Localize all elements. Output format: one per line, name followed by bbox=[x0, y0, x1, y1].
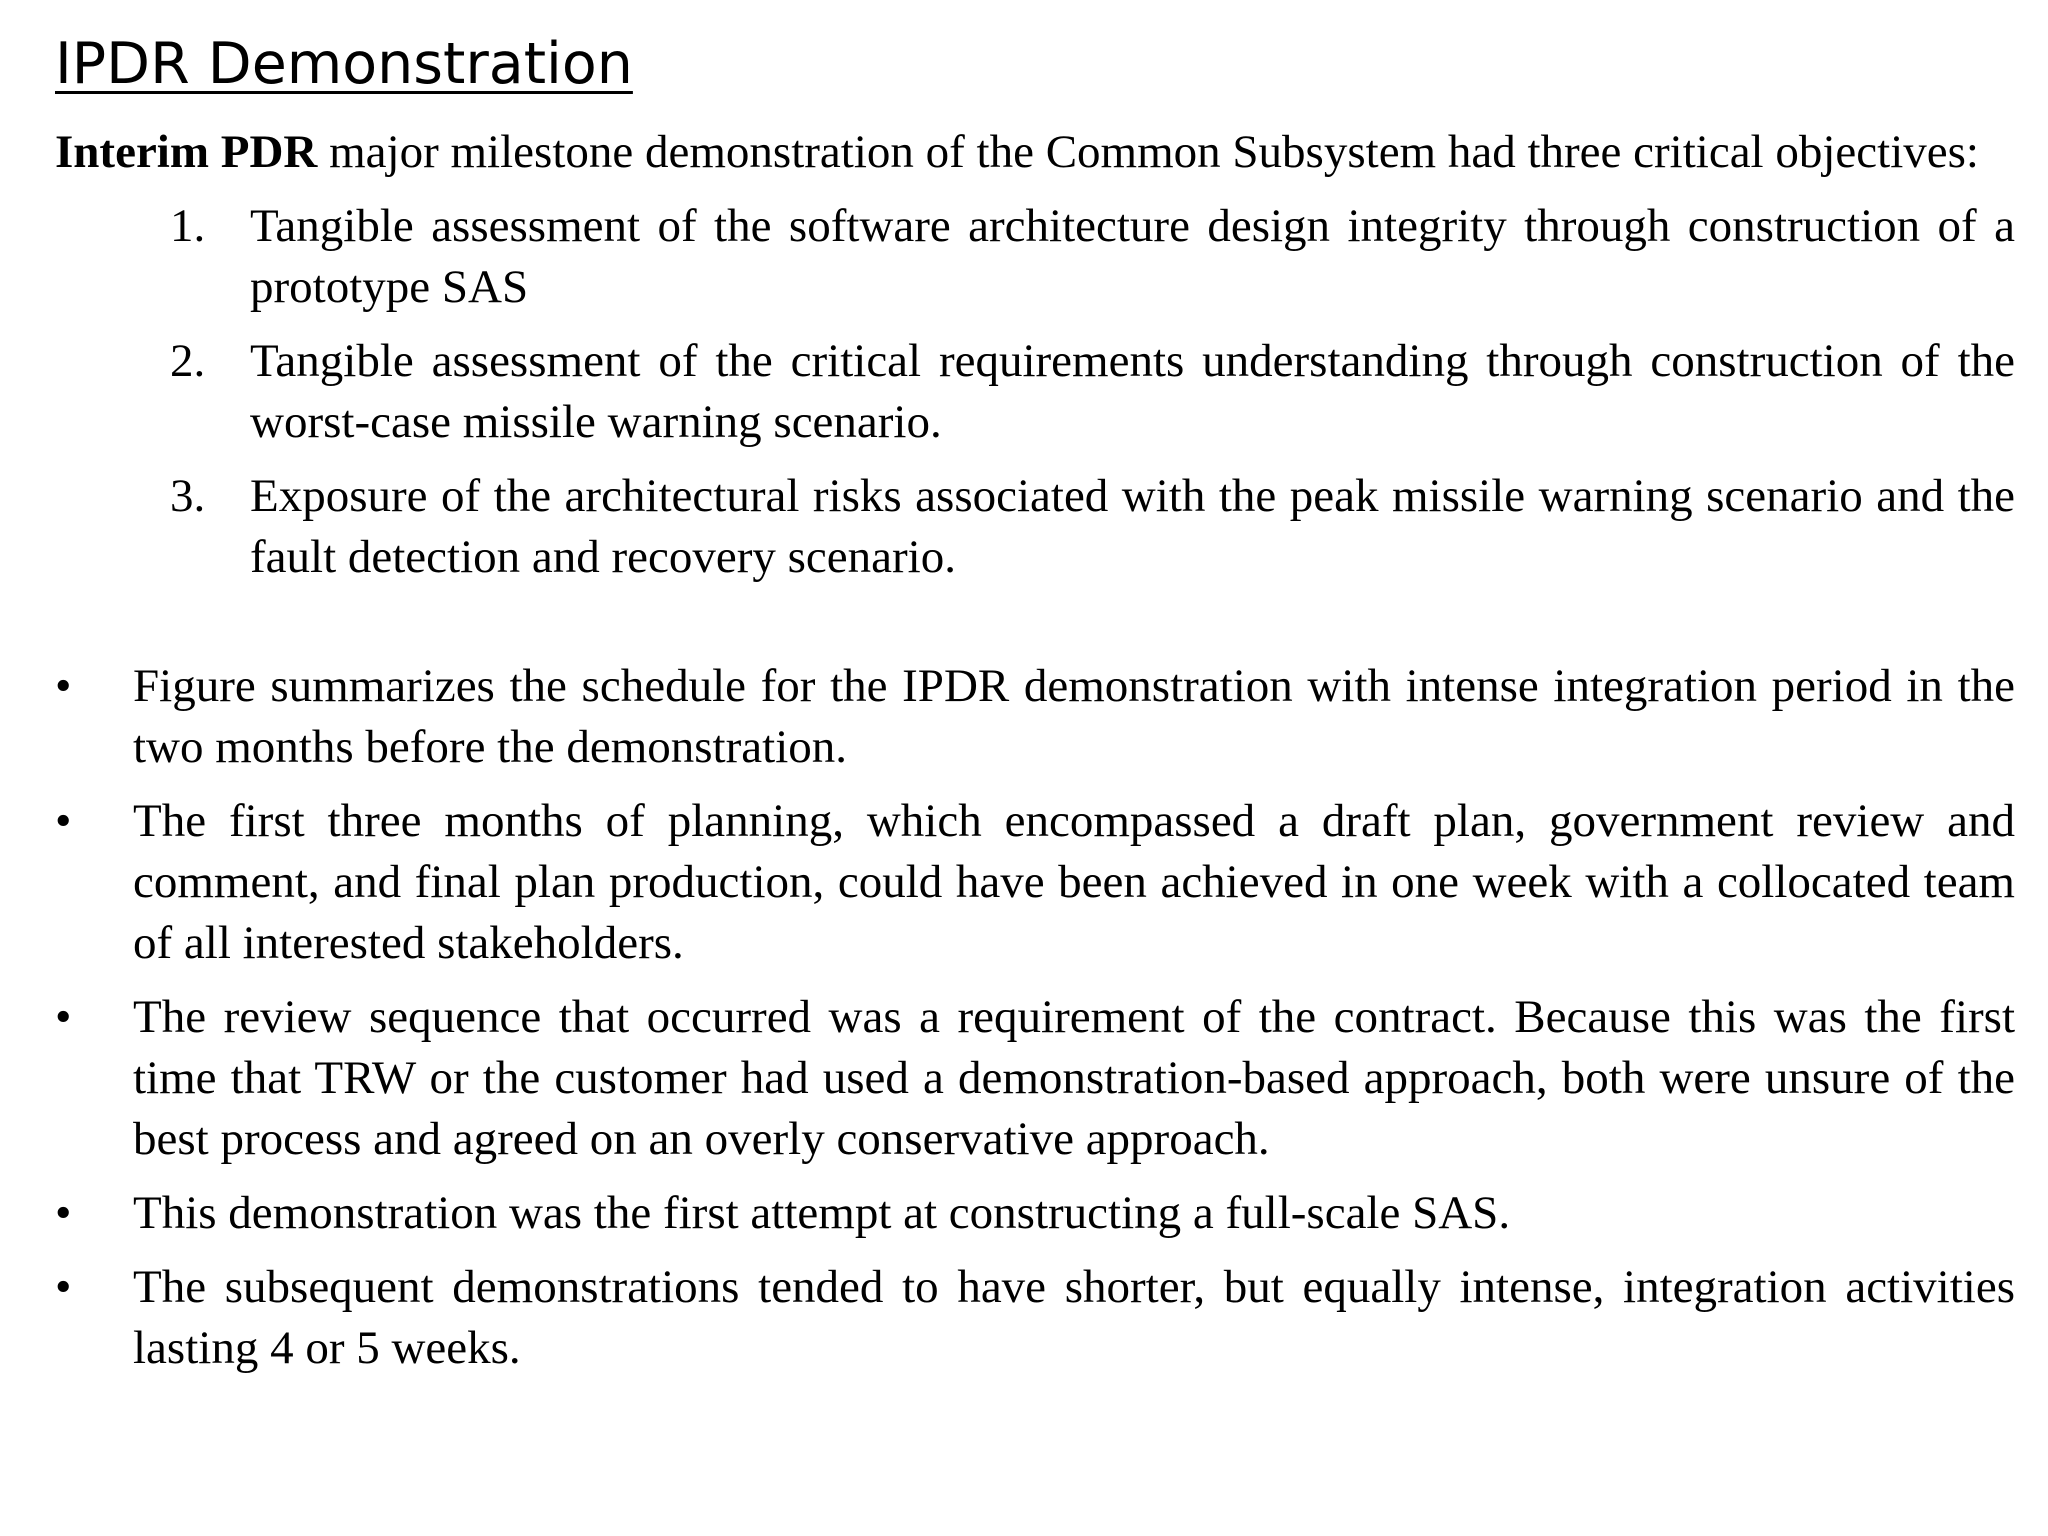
bullet-item bbox=[55, 1183, 2015, 1244]
objective-number: 1. bbox=[170, 200, 206, 252]
bullet-text: The review sequence that occurred was a requirement of the contract. Because this was the first time that TRW or the customer had used a demonstration-based approach, both were unsure of the best process and agreed on an overly conservative approach. bbox=[133, 991, 2015, 1165]
bullet-text: The subsequent demonstrations tended to have shorter, but equally intense, integration activities lasting 4 or 5 weeks. bbox=[133, 1261, 2015, 1374]
objective-item bbox=[55, 331, 2015, 453]
intro-bold-term: Interim PDR bbox=[55, 126, 318, 178]
bullet-item bbox=[55, 987, 2015, 1170]
bullet-dot: • bbox=[55, 991, 72, 1043]
objective-text: Exposure of the architectural risks associated with the peak missile warning scenario and the fault detection and recovery scenario. bbox=[250, 470, 2015, 583]
bullet-item bbox=[55, 656, 2015, 778]
bullet-dot: • bbox=[55, 1187, 72, 1239]
objective-number: 3. bbox=[170, 470, 206, 522]
intro-paragraph bbox=[55, 122, 2015, 183]
bullet-dot: • bbox=[55, 660, 72, 712]
objective-item bbox=[55, 466, 2015, 588]
slide-title: IPDR Demonstration bbox=[55, 31, 633, 97]
notes-list bbox=[55, 656, 2018, 1379]
bullet-text: Figure summarizes the schedule for the IPDR demonstration with intense integration period in the two months before the demonstration. bbox=[133, 660, 2015, 773]
bullet-item bbox=[55, 791, 2015, 974]
intro-text: major milestone demonstration of the Common Subsystem had three critical objectives: bbox=[317, 126, 1979, 178]
objective-text: Tangible assessment of the critical requirements understanding through construction of the worst-case missile warning scenario. bbox=[250, 335, 2015, 448]
objectives-list bbox=[55, 196, 2018, 588]
objective-item bbox=[55, 196, 2015, 318]
bullet-item bbox=[55, 1257, 2015, 1379]
bullet-dot: • bbox=[55, 1261, 72, 1313]
objective-text: Tangible assessment of the software architecture design integrity through construction of a prototype SAS bbox=[250, 200, 2015, 313]
bullet-text: This demonstration was the first attempt at constructing a full-scale SAS. bbox=[133, 1187, 1511, 1239]
bullet-text: The first three months of planning, which encompassed a draft plan, government review and comment, and final plan production, could have been achieved in one week with a collocated team of all interested stakeholders. bbox=[133, 795, 2015, 969]
bullet-dot: • bbox=[55, 795, 72, 847]
objective-number: 2. bbox=[170, 335, 206, 387]
